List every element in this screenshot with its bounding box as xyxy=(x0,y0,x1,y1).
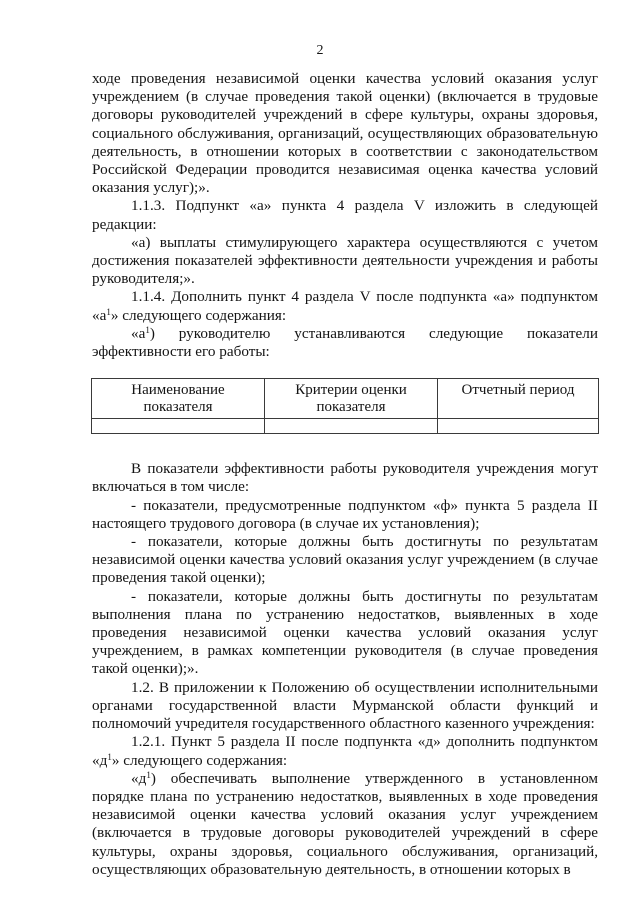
text-part: 1.1.4. Дополнить пункт 4 раздела V после подпункта «а» подпунктом «а xyxy=(92,288,598,324)
text-part: «а xyxy=(131,324,146,342)
table-header-cell: Критерии оценки показателя xyxy=(265,379,438,419)
paragraph-indicators: В показатели эффективности работы руководителя учреждения могут включаться в том числе: xyxy=(92,460,598,496)
table-header-cell: Отчетный период xyxy=(438,379,599,419)
list-item: - показатели, предусмотренные подпунктом «ф» пункта 5 раздела II настоящего трудового договора (в случае их установления); xyxy=(92,496,598,532)
indicators-table xyxy=(91,378,599,434)
paragraph-1-2: 1.2. В приложении к Положению об осуществлении исполнительными органами государственной власти Мурманской области функций и полномочий учредителя государственного областного казенного учреждения: xyxy=(92,678,598,733)
table-header-row xyxy=(92,379,599,419)
text-part: » следующего содержания: xyxy=(111,751,288,769)
superscript: 1 xyxy=(146,769,151,780)
text-part: » следующего содержания: xyxy=(110,306,287,324)
superscript: 1 xyxy=(145,324,150,335)
paragraph-1-2-1 xyxy=(92,733,598,769)
table-header-cell: Наименование показателя xyxy=(92,379,265,419)
paragraph-subitem-d1 xyxy=(92,770,598,879)
table-cell xyxy=(265,419,438,434)
page-number: 2 xyxy=(316,43,324,58)
text-part: 1.2.1. Пункт 5 раздела II после подпункта «д» дополнить подпунктом «д xyxy=(92,733,598,769)
table-row xyxy=(92,419,599,434)
paragraph-1-1-4 xyxy=(92,288,598,324)
superscript: 1 xyxy=(107,751,112,762)
paragraph-continuation: ходе проведения независимой оценки качества условий оказания услуг учреждением (в случае проведения такой оценки) (включается в трудовые договоры руководителей учреждений в сфере культуры, охраны здоровья, социального обслуживания, организаций, осуществляющих образовательную деятельность, в отношении которых в соответствии с законодательством Российской Федерации проводится независимая оценка качества условий оказания услуг);». xyxy=(92,70,598,197)
table-cell xyxy=(438,419,599,434)
paragraph-subitem-a1 xyxy=(92,325,598,361)
superscript: 1 xyxy=(106,306,111,317)
text-part: ) обеспечивать выполнение утвержденного в установленном порядке плана по устранению недостатков, выявленных в ходе проведения независимой оценки качества условий оказания услуг учреждением (включается в трудовые договоры руководителей учреждений в сфере культуры, охраны здоровья, социального обслуживания, организаций, осуществляющих образовательную деятельность, в отношении которых в xyxy=(92,769,598,878)
document-body xyxy=(92,70,598,879)
list-item: - показатели, которые должны быть достигнуты по результатам выполнения плана по устранению недостатков, выявленных в ходе проведения независимой оценки качества условий оказания услуг учреждением, в рамках компетенции руководителя (в случае проведения такой оценки);». xyxy=(92,587,598,678)
text-part: ) руководителю устанавливаются следующие показатели эффективности его работы: xyxy=(92,324,598,361)
paragraph-1-1-3: 1.1.3. Подпункт «а» пункта 4 раздела V изложить в следующей редакции: xyxy=(92,197,598,233)
table-cell xyxy=(92,419,265,434)
text-part: «д xyxy=(131,769,147,787)
list-item: - показатели, которые должны быть достигнуты по результатам независимой оценки качества условий оказания услуг учреждением (в случае проведения такой оценки); xyxy=(92,533,598,587)
paragraph-subitem-a: «а) выплаты стимулирующего характера осуществляются с учетом достижения показателей эффективности деятельности учреждения и работы руководителя;». xyxy=(92,233,598,288)
